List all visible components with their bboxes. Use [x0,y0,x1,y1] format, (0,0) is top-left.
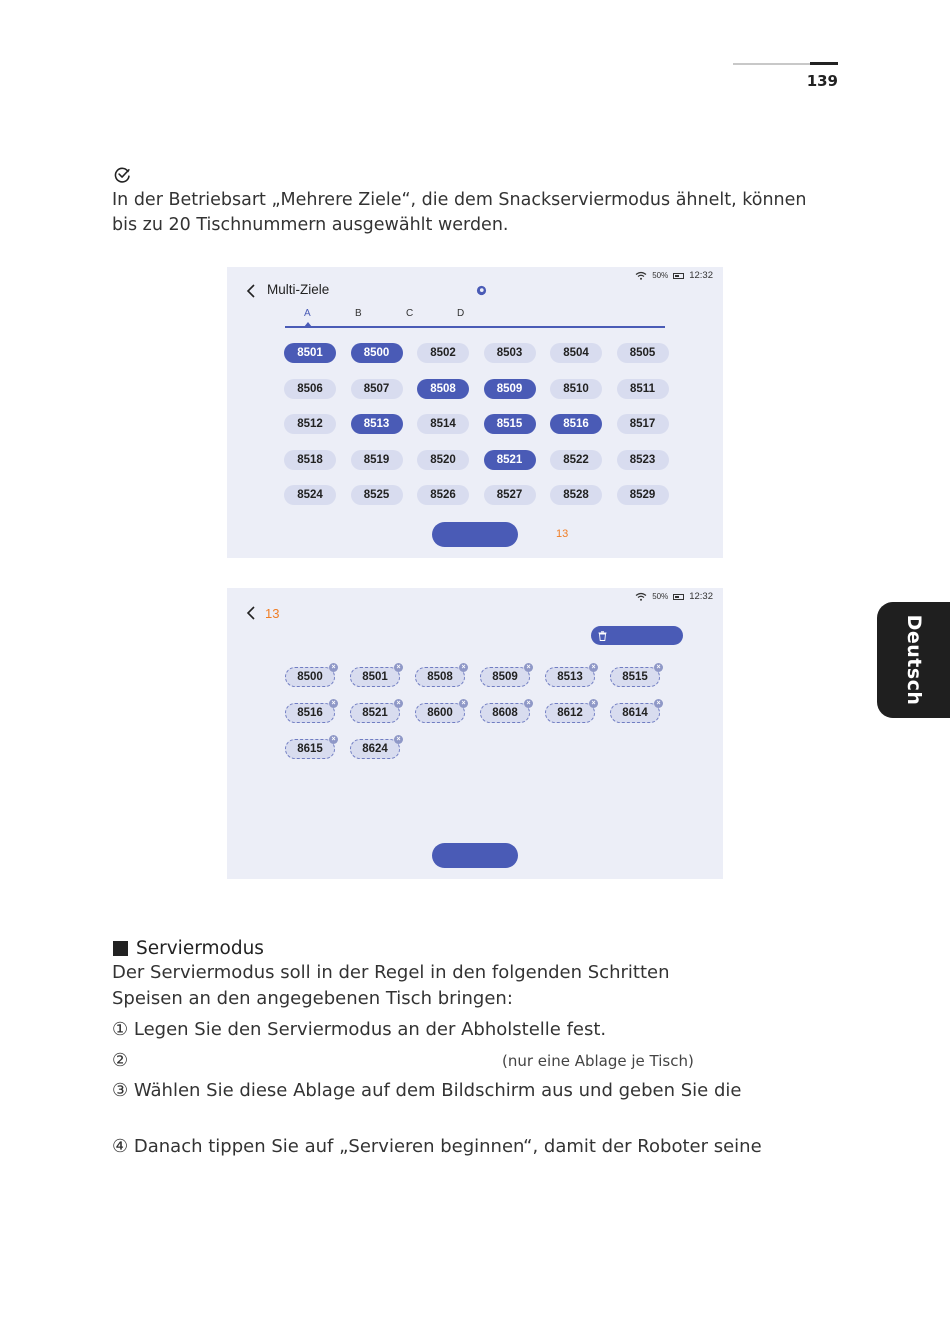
selected-table-chip[interactable] [480,700,531,723]
table-button[interactable]: 8504 [550,343,602,363]
step-text: Wählen Sie diese Ablage auf dem Bildschirm aus und geben Sie die [133,1080,742,1101]
table-button[interactable]: 8512 [284,414,336,434]
selected-table-chip[interactable] [285,664,336,687]
table-button[interactable]: 8502 [417,343,469,363]
selected-table-grid [285,664,669,759]
chip-label: 8624 [362,743,388,755]
confirm-button[interactable] [432,522,518,547]
start-button[interactable] [432,843,518,868]
table-button[interactable]: 8520 [417,450,469,470]
tab-c[interactable]: C [406,308,414,319]
selected-table-chip[interactable] [545,700,596,723]
wifi-icon [635,592,647,601]
chip-label: 8600 [427,707,453,719]
chip-label: 8513 [557,671,583,683]
selected-table-chip[interactable] [415,664,466,687]
remove-icon[interactable]: × [589,699,598,708]
table-button[interactable]: 8507 [351,379,403,399]
step-marker: ④ [112,1136,129,1157]
table-button[interactable]: 8527 [484,485,536,505]
table-button[interactable]: 8518 [284,450,336,470]
step-1 [112,1019,606,1040]
square-bullet-icon [113,941,128,956]
chip-label: 8515 [622,671,648,683]
table-button[interactable]: 8521 [484,450,536,470]
language-label: Deutsch [902,614,925,706]
clear-all-button[interactable] [591,626,683,645]
page-number: 139 [806,72,838,90]
step-marker: ③ [112,1080,129,1101]
remove-icon[interactable]: × [459,663,468,672]
check-circle-icon [114,166,131,183]
step-2 [112,1050,128,1071]
section-line-2: Speisen an den angegebenen Tisch bringen: [112,988,513,1009]
battery-icon [673,594,684,600]
remove-icon[interactable]: × [329,735,338,744]
zone-tabs [285,306,665,328]
screen-multi-targets [227,267,723,558]
wifi-icon [635,271,647,280]
table-button[interactable]: 8517 [617,414,669,434]
table-button[interactable]: 8514 [417,414,469,434]
step-4 [112,1136,762,1157]
table-button[interactable]: 8505 [617,343,669,363]
chip-label: 8614 [622,707,648,719]
selected-table-chip[interactable] [610,664,661,687]
tab-d[interactable]: D [457,308,465,319]
table-button[interactable]: 8528 [550,485,602,505]
selected-table-chip[interactable] [285,736,336,759]
selected-count: 13 [265,606,280,621]
selected-table-chip[interactable] [610,700,661,723]
table-button[interactable]: 8515 [484,414,536,434]
language-side-tab [877,602,950,718]
chip-label: 8521 [362,707,388,719]
back-arrow-icon[interactable] [246,284,256,298]
remove-icon[interactable]: × [394,735,403,744]
screen-selected-tables [227,588,723,879]
status-time: 12:32 [689,591,713,602]
table-button[interactable]: 8525 [351,485,403,505]
remove-icon[interactable]: × [329,663,338,672]
remove-icon[interactable]: × [654,699,663,708]
section-title: Serviermodus [136,938,264,959]
table-button[interactable]: 8508 [417,379,469,399]
remove-icon[interactable]: × [524,699,533,708]
chip-label: 8509 [492,671,518,683]
chip-label: 8500 [297,671,323,683]
table-button[interactable]: 8509 [484,379,536,399]
selected-table-chip[interactable] [285,700,336,723]
remove-icon[interactable]: × [654,663,663,672]
selected-table-chip[interactable] [350,664,401,687]
section-heading [113,938,264,959]
table-button[interactable]: 8526 [417,485,469,505]
intro-text: In der Betriebsart „Mehrere Ziele“, die dem Snackserviermodus ähnelt, können bis zu 20 Tischnummern ausgewählt werden. [112,190,807,235]
selected-table-chip[interactable] [350,700,401,723]
selected-count: 13 [556,528,569,540]
chip-label: 8501 [362,671,388,683]
remove-icon[interactable]: × [459,699,468,708]
selected-table-chip[interactable] [415,700,466,723]
table-button[interactable]: 8511 [617,379,669,399]
header-rule-dark [810,62,838,65]
chip-label: 8608 [492,707,518,719]
remove-icon[interactable]: × [394,699,403,708]
table-grid [284,343,668,505]
chip-label: 8612 [557,707,583,719]
table-button[interactable]: 8523 [617,450,669,470]
tab-a[interactable]: A [304,308,311,319]
selected-table-chip[interactable] [350,736,401,759]
remove-icon[interactable]: × [524,663,533,672]
table-button[interactable]: 8522 [550,450,602,470]
remove-icon[interactable]: × [589,663,598,672]
selected-table-chip[interactable] [480,664,531,687]
status-bar [635,591,713,602]
tab-b[interactable]: B [355,308,362,319]
chip-label: 8516 [297,707,323,719]
table-button[interactable]: 8503 [484,343,536,363]
table-button[interactable]: 8501 [284,343,336,363]
table-button[interactable]: 8519 [351,450,403,470]
status-time: 12:32 [689,270,713,281]
remove-icon[interactable]: × [329,699,338,708]
selected-table-chip[interactable] [545,664,596,687]
step-2-note: (nur eine Ablage je Tisch) [502,1052,694,1070]
table-button[interactable]: 8513 [351,414,403,434]
table-button[interactable]: 8516 [550,414,602,434]
trash-icon [598,631,607,641]
step-3 [112,1080,741,1101]
chip-label: 8508 [427,671,453,683]
table-button[interactable]: 8524 [284,485,336,505]
header-rule-light [733,63,811,65]
status-bar [635,270,713,281]
step-text: Legen Sie den Serviermodus an der Abholstelle fest. [133,1019,607,1040]
battery-icon [673,273,684,279]
table-button[interactable]: 8500 [351,343,403,363]
tab-indicator [304,322,312,327]
step-text: Danach tippen Sie auf „Servieren beginnen“, damit der Roboter seine [133,1136,762,1157]
table-button[interactable]: 8510 [550,379,602,399]
screen-title: Multi-Ziele [267,282,330,297]
table-button[interactable]: 8506 [284,379,336,399]
chip-label: 8615 [297,743,323,755]
table-button[interactable]: 8529 [617,485,669,505]
step-marker: ② [112,1050,129,1071]
remove-icon[interactable]: × [394,663,403,672]
search-icon[interactable] [476,285,487,296]
battery-level: 50% [652,271,669,280]
step-marker: ① [112,1019,129,1040]
back-arrow-icon[interactable] [246,606,256,620]
section-line-1: Der Serviermodus soll in der Regel in den folgenden Schritten [112,962,670,983]
battery-level: 50% [652,592,669,601]
